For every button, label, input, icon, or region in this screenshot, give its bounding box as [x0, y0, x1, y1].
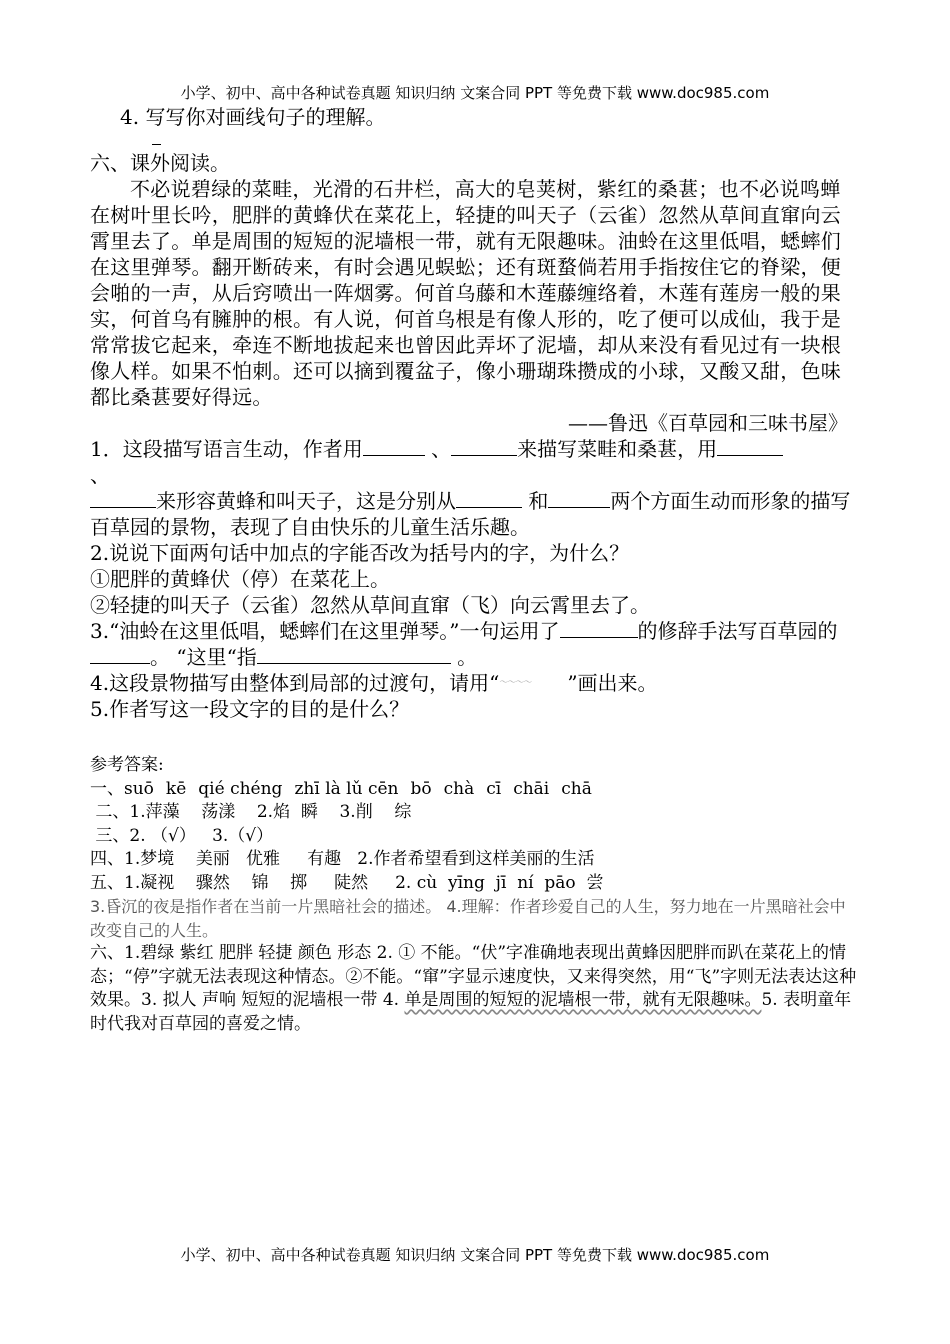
section-6-title: 六、课外阅读。	[90, 151, 230, 175]
answer-1: 一、suō kē qié chéng zhī là lǔ cēn bō chà cī chāi chā	[90, 778, 592, 799]
answer-5-3: 3.昏沉的夜是指作者在当前一片黑暗社会的描述。 4.理解：作者珍爱自己的人生，努力地在一片黑暗社会中改变自己的人生。	[90, 897, 846, 940]
answer-blank[interactable]	[90, 489, 156, 508]
answer-blank[interactable]	[548, 489, 610, 508]
answer-5: 五、1.凝视 骤然 锦 掷 陡然 2. cù yīng jī ní pāo 尝	[90, 872, 604, 893]
answer-blank[interactable]	[363, 437, 425, 456]
question-2: 2.说说下面两句话中加点的字能否改为括号内的字，为什么？	[90, 541, 630, 565]
question-2-item-2: ②轻捷的叫天子（云雀）忽然从草间直窜（飞）向云霄里去了。	[90, 593, 650, 617]
answer-key	[90, 754, 860, 1036]
answer-6: 六、1.碧绿 紫红 肥胖 轻捷 颜色 形态 2. ① 不能。“伏”字准确地表现出黄蜂因肥胖而趴在菜花上的情态；“停”字就无法表现这种情态。②不能。“窜”字显示速度快，又来得突然，用“飞”字则无法表达这种效果。3. 拟人 声响 短短的泥墙根一带 4. 单是周围的短短的泥墙根一带，就有无限趣味。5. 表明童年时代我对百草园的喜爱之情。	[90, 943, 857, 1034]
answer-3: 三、2. （√） 3.（√）	[90, 825, 274, 846]
answer-blank[interactable]	[717, 437, 783, 456]
wavy-line-sample	[499, 672, 567, 690]
question-4-prev: 4. 写写你对画线句子的理解。	[120, 105, 386, 129]
question-1: 1．这段描写语言生动，作者用 、 来描写菜畦和桑葚，用 、 来形容黄蜂和叫天子，这是分别从 和 两个方面生动而形象的描写百草园的景物，表现了自由快乐的儿童生活乐趣。	[90, 437, 851, 539]
question-3: 3.“油蛉在这里低唱，蟋蟀们在这里弹琴。”一句运用了 的修辞手法写百草园的。 “这里“指 。	[90, 619, 838, 669]
answer-blank[interactable]	[560, 619, 638, 638]
reading-passage: 不必说碧绿的菜畦，光滑的石井栏，高大的皂荚树，紫红的桑葚；也不必说鸣蝉在树叶里长吟，肥胖的黄蜂伏在菜花上，轻捷的叫天子（云雀）忽然从草间直窜向云霄里去了。单是周围的短短的泥墙根一带，就有无限趣味。油蛉在这里低唱，蟋蟀们在这里弹琴。翻开断砖来，有时会遇见蜈蚣；还有斑蝥倘若用手指按住它的脊梁，便会啪的一声，从后窍喷出一阵烟雾。何首乌藤和木莲藤缠络着，木莲有莲房一般的果实，何首乌有臃肿的根。有人说，何首乌根是有像人形的，吃了便可以成仙，我于是常常拔它起来，牵连不断地拔起来也曾因此弄坏了泥墙，却从来没有看见过有一块根像人样。如果不怕刺。还可以摘到覆盆子，像小珊瑚珠攒成的小球，又酸又甜，色味都比桑葚要好得远。	[90, 177, 842, 409]
answer-title: 参考答案:	[90, 755, 164, 775]
text-cursor	[152, 130, 860, 150]
answer-2: 二、1.萍藻 荡漾 2.焰 瞬 3.削 综	[90, 802, 412, 822]
wavy-underlined-sentence: 单是周围的短短的泥墙根一带，就有无限趣味。	[404, 990, 762, 1010]
page-footer: 小学、初中、高中各种试卷真题 知识归纳 文案合同 PPT 等免费下载 www.doc985.com	[180, 1246, 770, 1264]
answer-blank[interactable]	[456, 489, 522, 508]
question-5: 5.作者写这一段文字的目的是什么？	[90, 697, 410, 721]
answer-blank[interactable]	[90, 645, 150, 664]
document-content	[90, 104, 860, 1036]
answer-blank[interactable]	[451, 437, 517, 456]
answer-blank[interactable]	[257, 645, 451, 664]
question-4: 4.这段景物描写由整体到局部的过渡句，请用“～～～～ ”画出来。	[90, 670, 860, 696]
answer-4: 四、1.梦境 美丽 优雅 有趣 2.作者希望看到这样美丽的生活	[90, 849, 595, 869]
question-2-item-1: ①肥胖的黄蜂伏（停）在菜花上。	[90, 567, 390, 591]
passage-source: ——鲁迅《百草园和三味书屋》	[568, 411, 848, 435]
page-header: 小学、初中、高中各种试卷真题 知识归纳 文案合同 PPT 等免费下载 www.doc985.com	[180, 84, 770, 102]
